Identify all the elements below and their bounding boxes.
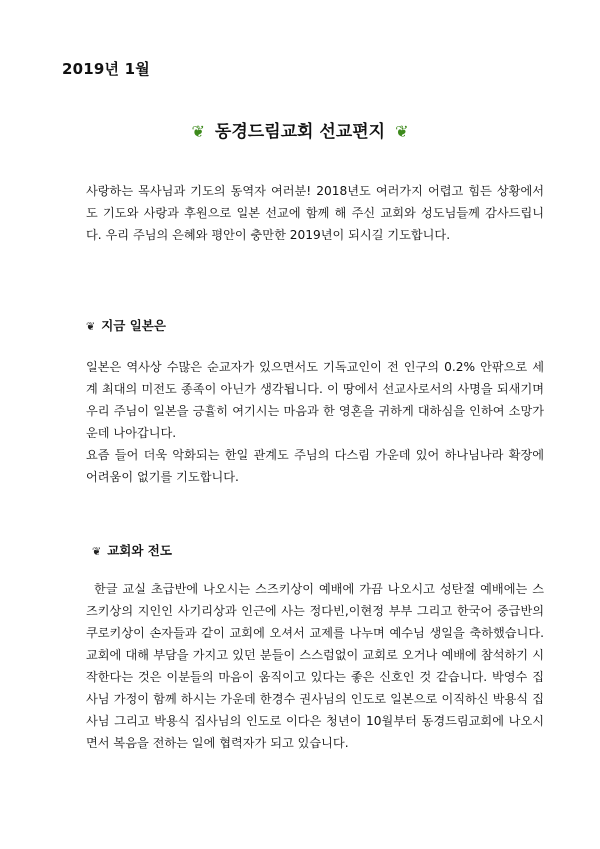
paragraph: 한글 교실 초급반에 나오시는 스즈키상이 예배에 가끔 나오시고 성탄절 예배에는 스즈키상의 지인인 사기리상과 인근에 사는 정다빈,이현정 부부 그리고 한국어 중급반의 쿠로키상이 손자들과 같이 교회에 오셔서 교제를 나누며 예수님 생일을 축하했습니다. 교회에 대해 부담을 가지고 있던 분들이 스스럼없이 교회로 오거나 예배에 참석하기 시작한다는 것은 이분들의 마음이 움직이고 있다는 좋은 신호인 것 같습니다. 박영수 집사님 가정이 함께 하시는 가운데 한경수 권사님의 인도로 일본으로 이직하신 박용식 집사님 그리고 박용식 집사님의 인도로 이다은 청년이 10월부터 동경드림교회에 나오시면서 복음을 전하는 일에 협력자가 되고 있습니다. bbox=[86, 582, 544, 750]
leaf-ornament-icon: ❦ bbox=[395, 122, 409, 141]
intro-paragraph bbox=[86, 180, 544, 246]
letter-date: 2019년 1월 bbox=[62, 60, 150, 78]
letter-title bbox=[0, 117, 600, 142]
paragraph: 일본은 역사상 수많은 순교자가 있으면서도 기독교인이 전 인구의 0.2% 안팎으로 세계 최대의 미전도 종족이 아닌가 생각됩니다. 이 땅에서 선교사로서의 사명을 되새기며 우리 주님이 일본을 긍휼히 여기시는 마음과 한 영혼을 귀하게 대하심을 인하여 소망가운데 나아갑니다. bbox=[86, 360, 544, 440]
section-heading-text: 교회와 전도 bbox=[107, 543, 172, 558]
bullet-icon: ❦ bbox=[86, 320, 96, 333]
section-body-japan bbox=[86, 356, 544, 488]
section-heading-japan bbox=[86, 316, 166, 334]
paragraph: 요즘 들어 더욱 악화되는 한일 관계도 주님의 다스림 가운데 있어 하나님나라 확장에 어려움이 없기를 기도합니다. bbox=[86, 448, 544, 484]
bullet-icon: ❦ bbox=[92, 545, 102, 558]
letter-title-text: 동경드림교회 선교편지 bbox=[214, 122, 386, 142]
leaf-ornament-icon: ❦ bbox=[191, 122, 205, 141]
section-heading-text: 지금 일본은 bbox=[101, 318, 166, 333]
intro-text: 사랑하는 목사님과 기도의 동역자 여러분! 2018년도 여러가지 어렵고 힘든 상황에서도 기도와 사랑과 후원으로 일본 선교에 함께 해 주신 교회와 성도님들께 감사드립니다. 우리 주님의 은혜와 평안이 충만한 2019년이 되시길 기도합니다. bbox=[86, 184, 544, 242]
section-body-church bbox=[86, 578, 544, 754]
section-heading-church bbox=[92, 541, 172, 559]
